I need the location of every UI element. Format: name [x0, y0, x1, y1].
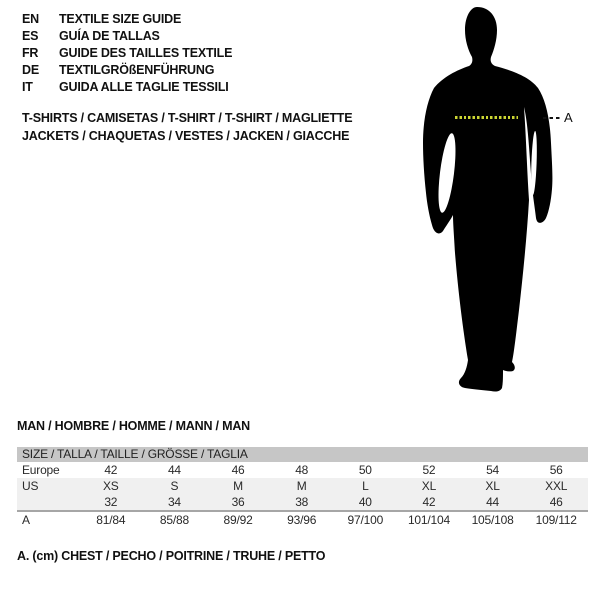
- category-titles: [22, 109, 352, 145]
- language-label: GUIDE DES TAILLES TEXTILE: [59, 46, 233, 60]
- man-figure: [403, 5, 581, 395]
- size-cell: 48: [295, 463, 309, 477]
- size-cell: 46: [549, 495, 563, 509]
- size-cell: XS: [103, 479, 119, 493]
- size-cell: 56: [549, 463, 563, 477]
- size-cell: XL: [421, 479, 437, 493]
- table-row-us-numbers: [17, 494, 588, 512]
- size-cell: 81/84: [96, 513, 126, 527]
- chest-measure-line: [455, 116, 518, 119]
- language-code: DE: [22, 63, 39, 77]
- size-cell: 109/112: [535, 513, 577, 527]
- size-cell: XXL: [545, 479, 568, 493]
- language-label: TEXTILE SIZE GUIDE: [59, 12, 182, 26]
- table-row-us-letters: [17, 478, 588, 494]
- language-label: GUÍA DE TALLAS: [59, 29, 160, 43]
- size-cell: 32: [104, 495, 118, 509]
- man-silhouette-image: [403, 5, 563, 395]
- chest-measure-leader-dashes: [543, 117, 561, 119]
- language-label: GUIDA ALLE TAGLIE TESSILI: [59, 80, 229, 94]
- size-cell: 40: [358, 495, 372, 509]
- size-table: [17, 447, 588, 528]
- size-cell: 85/88: [159, 513, 189, 527]
- size-cell: 42: [104, 463, 118, 477]
- language-row-en: [22, 11, 232, 28]
- language-code: EN: [22, 12, 39, 26]
- table-row-europe: [17, 462, 588, 478]
- size-cell: 93/96: [287, 513, 317, 527]
- section-title-man: MAN / HOMBRE / HOMME / MANN / MAN: [17, 419, 250, 433]
- size-table-header: SIZE / TALLA / TAILLE / GRÖSSE / TAGLIA: [17, 447, 588, 462]
- language-code: ES: [22, 29, 39, 43]
- size-cell: S: [170, 479, 179, 493]
- size-cell: 101/104: [407, 513, 450, 527]
- size-cell: M: [233, 479, 243, 493]
- size-cell: 105/108: [471, 513, 514, 527]
- category-tshirts: T-SHIRTS / CAMISETAS / T-SHIRT / T-SHIRT / MAGLIETTE: [22, 111, 353, 125]
- measurement-footnote: A. (cm) CHEST / PECHO / POITRINE / TRUHE / PETTO: [17, 549, 326, 563]
- size-cell: 52: [422, 463, 436, 477]
- language-row-es: [22, 28, 232, 45]
- size-cell: 38: [295, 495, 309, 509]
- size-cell: 50: [358, 463, 372, 477]
- row-label: [17, 494, 79, 510]
- size-cell: 46: [231, 463, 245, 477]
- row-label: Europe: [22, 463, 60, 477]
- size-cell: 42: [422, 495, 436, 509]
- size-cell: 36: [231, 495, 245, 509]
- table-row-chest-a: [17, 512, 588, 528]
- size-cell: M: [296, 479, 307, 493]
- size-cell: L: [362, 479, 369, 493]
- category-jackets: JACKETS / CHAQUETAS / VESTES / JACKEN / GIACCHE: [22, 129, 350, 143]
- size-cell: 54: [486, 463, 500, 477]
- language-label: TEXTILGRÖßENFÜHRUNG: [59, 63, 215, 77]
- language-list: [22, 11, 232, 96]
- language-row-fr: [22, 45, 232, 62]
- size-cell: 44: [167, 463, 181, 477]
- size-cell: 34: [167, 495, 181, 509]
- language-row-it: [22, 79, 232, 96]
- language-code: FR: [22, 46, 39, 60]
- size-cell: XL: [485, 479, 500, 493]
- row-label: A: [22, 513, 30, 527]
- size-cell: 89/92: [223, 513, 253, 527]
- size-cell: 97/100: [347, 513, 384, 527]
- chest-measure-label: A: [564, 110, 573, 125]
- language-code: IT: [22, 80, 33, 94]
- language-row-de: [22, 62, 232, 79]
- row-label: US: [22, 479, 39, 493]
- size-cell: 44: [486, 495, 500, 509]
